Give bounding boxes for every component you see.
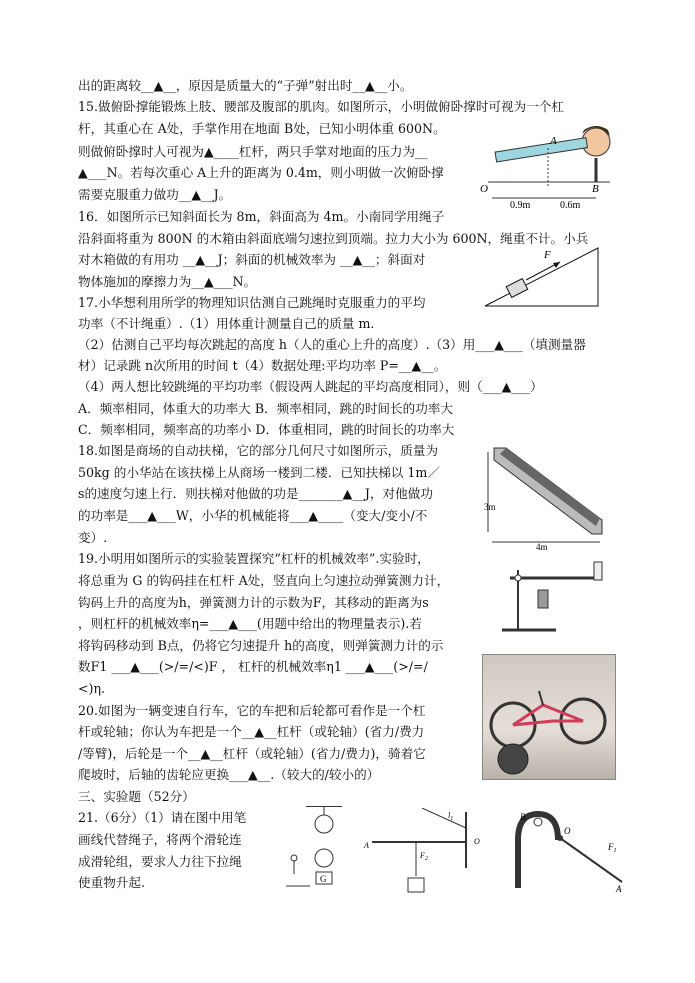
text-line: 钩码上升的高度为h，弹簧测力计的示数为F，其移动的距离为s [78,595,429,610]
lever-apparatus-figure [496,560,616,634]
text-line: <)η. [78,681,106,696]
bicycle-photo [482,654,616,780]
text-line: C．频率相同，频率高的功率小 D．体重相同，跳的时间长的功率大 [78,422,455,437]
text-line: 三、实验题（52分） [78,789,195,804]
label-o: O [564,826,571,836]
dim-label: 0.9m [510,200,531,210]
text-line: 沿斜面将重为 800N 的木箱由斜面底端匀速拉到顶端。拉力大小为 600N，绳重不计。小兵 [78,231,589,246]
text-line: s的速度匀速上行．则扶梯对他做的功是_______▲__J，对他做功 [78,486,433,501]
incline-figure [480,244,605,314]
dim-label: 4m [536,542,548,552]
label-a: A [616,884,622,894]
label-f1: $F_1$ [608,842,617,854]
text-line: 变）. [78,530,108,545]
bicycle-icon [483,655,615,779]
weight-box [408,878,424,892]
pivot-b-icon [534,818,542,826]
text-line: 成滑轮组，要求人力往下拉绳 [78,854,242,869]
escalator-figure [484,444,624,552]
label-f: F [544,249,551,261]
text-line: 杆，其重心在 A处，手掌作用在地面 B处，已知小明体重 600N。 [78,121,446,136]
text-line: 需要克服重力做功__▲__J。 [78,187,232,202]
label-b: B [520,812,526,822]
text-line: ，则杠杆的机械效率η=___▲___(用题中给出的物理量表示).若 [78,616,422,631]
text-line: 杆或轮轴；你认为车把是一个__▲__杠杆（或轮轴）(省力/费力 [78,724,425,739]
text-line: 的功率是___▲___W，小华的机械能将___▲____（变大/变小/不 [78,508,428,523]
text-line: 20.如图为一辆变速自行车，它的车把和后轮都可看作是一个杠 [78,703,426,718]
label-f2: $F_2$ [420,851,428,862]
text-line: 物体施加的摩擦力为__▲___N。 [78,274,257,289]
text-line: 21.（6分）（1）请在图中用笔 [78,810,247,825]
pivot-icon [515,575,521,581]
label-a: A [364,841,369,850]
text-line: 17.小华想利用所学的物理知识估测自己跳绳时克服重力的平均 [78,295,426,310]
text-line: 对木箱做的有用功 __▲__J；斜面的机械效率为 __▲__；斜面对 [78,252,426,267]
text-line: ▲___N。若每次重心 A上升的距离为 0.4m，则小明做一次俯卧撑 [78,165,444,180]
text-line: 将钩码移动到 B点，仍将它匀速提升 h的高度，则弹簧测力计的示 [78,638,444,653]
pulley-figure [280,806,360,890]
pushup-figure [478,120,628,210]
tap-figure [502,800,630,896]
text-line: （4）两人想比较跳绳的平均功率（假设两人跳起的平均高度相同），则（___▲___） [78,379,543,394]
escalator-steps-icon [500,448,600,526]
incline-icon [485,248,598,306]
text-line: 16．如图所示已知斜面长为 8m，斜面高为 4m。小南同学用绳子 [78,209,445,224]
label-o: O [480,183,488,195]
label-b: B [592,183,599,195]
text-line: 使重物升起. [78,875,145,890]
text-line: 爬坡时，后轴的齿轮应更换___▲__.（较大的/较小的） [78,767,380,782]
text-line: 材）记录跳 n次所用的时间 t（4）数据处理:平均功率 P=__▲__。 [78,358,447,373]
line-l1 [422,808,466,828]
label-g: G [320,874,327,884]
text-line: 50kg 的小华站在该扶梯上从商场一楼到二楼．已知扶梯以 1m／ [78,465,440,480]
box-icon [506,279,527,298]
weight-icon [538,590,548,608]
text-line: 功率（不计绳重）.（1）用体重计测量自己的质量 m. [78,316,375,331]
text-line: 画线代替绳子，将两个滑轮连 [78,832,242,847]
dim-label: 3m [484,502,496,512]
text-line: /等臂)，后轮是一个__▲__杠杆（或轮轴）(省力/费力)，骑着它 [78,746,426,761]
fixed-pulley-icon [315,815,333,833]
text-line: 则做俯卧撑时人可视为▲____杠杆，两只手掌对地面的压力为__ [78,144,428,159]
text-line: A．频率相同，体重大的功率大 B．频率相同，跳的时间长的功率大 [78,401,453,416]
label-l1: $l_1$ [448,811,454,822]
label-a: A [550,135,557,147]
text-line: 出的距离较__▲__，原因是质量大的“子弹”射出时__▲__小。 [78,78,413,93]
person-icon [291,855,297,861]
spring-scale-icon [594,562,602,580]
lever-figure [362,808,490,898]
dim-label: 0.6m [560,200,581,210]
body-icon [495,138,587,162]
text-line: 数F1 ___▲___(>/=/<)F ， 杠杆的机械效率η1 ___▲___(>/=/ [78,659,428,674]
label-o: O [474,837,480,846]
text-line: （2）估测自己平均每次跳起的高度 h（人的重心上升的高度）.（3）用___▲___（填测量器 [78,337,586,352]
moving-pulley-icon [315,849,333,867]
text-line: 18.如图是商场的自动扶梯，它的部分几何尺寸如图所示，质量为 [78,443,439,458]
text-line: 将总重为 G 的钩码挂在杠杆 A处，竖直向上匀速拉动弹簧测力计， [78,573,450,588]
text-line: 15.做俯卧撑能锻炼上肢、腰部及腹部的肌肉。如图所示，小明做俯卧撑时可视为一个杠 [78,99,564,114]
text-line: 19.小明用如图所示的实验装置探究“杠杆的机械效率”.实验时， [78,551,430,566]
